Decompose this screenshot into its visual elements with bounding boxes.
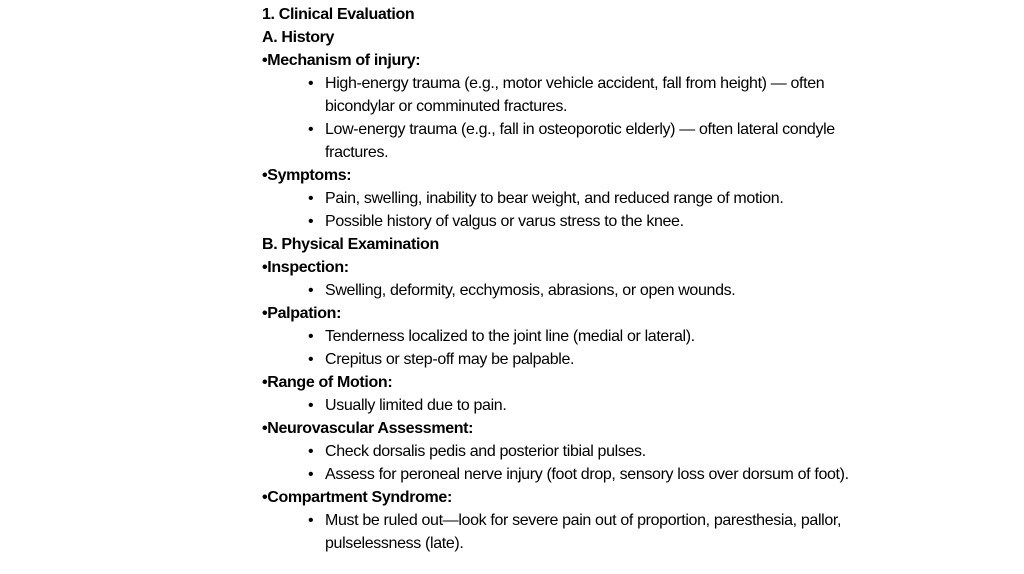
bullet-item-line bbox=[262, 118, 849, 141]
bullet-item-line bbox=[262, 463, 849, 486]
bullet-item-line bbox=[262, 325, 849, 348]
slide-content bbox=[262, 3, 849, 555]
group-label: •Palpation: bbox=[262, 305, 342, 322]
group-label: •Compartment Syndrome: bbox=[262, 489, 452, 506]
section-heading: B. Physical Examination bbox=[262, 236, 439, 253]
group-label: •Mechanism of injury: bbox=[262, 52, 421, 69]
bullet-item-line bbox=[262, 532, 849, 555]
bullet-text: Swelling, deformity, ecchymosis, abrasions, or open wounds. bbox=[325, 282, 736, 299]
bullet-item-line bbox=[262, 509, 849, 532]
bullet-item-line bbox=[262, 279, 849, 302]
bullet-icon: • bbox=[308, 351, 314, 368]
bullet-item-line bbox=[262, 187, 849, 210]
bullet-text: Tenderness localized to the joint line (medial or lateral). bbox=[325, 328, 695, 345]
bullet-icon: • bbox=[308, 75, 314, 92]
bullet-icon: • bbox=[308, 512, 314, 529]
bullet-item-line bbox=[262, 210, 849, 233]
bullet-text: pulselessness (late). bbox=[325, 535, 464, 552]
bullet-text: bicondylar or comminuted fractures. bbox=[325, 98, 568, 115]
bullet-item-line bbox=[262, 72, 849, 95]
bullet-text: Possible history of valgus or varus stress to the knee. bbox=[325, 213, 684, 230]
bullet-icon: • bbox=[308, 328, 314, 345]
bullet-item-line bbox=[262, 394, 849, 417]
section-heading: A. History bbox=[262, 29, 335, 46]
bullet-icon: • bbox=[308, 190, 314, 207]
bullet-text: Must be ruled out—look for severe pain out of proportion, paresthesia, pallor, bbox=[325, 512, 842, 529]
group-label: •Range of Motion: bbox=[262, 374, 393, 391]
bullet-item-line bbox=[262, 348, 849, 371]
bullet-item-line bbox=[262, 95, 849, 118]
bullet-text: Usually limited due to pain. bbox=[325, 397, 507, 414]
slide-title: 1. Clinical Evaluation bbox=[262, 6, 415, 23]
bullet-icon: • bbox=[308, 121, 314, 138]
bullet-icon: • bbox=[308, 282, 314, 299]
bullet-item-line bbox=[262, 141, 849, 164]
bullet-text: Low-energy trauma (e.g., fall in osteoporotic elderly) — often lateral condyle bbox=[325, 121, 835, 138]
bullet-icon: • bbox=[308, 443, 314, 460]
bullet-icon: • bbox=[308, 466, 314, 483]
group-label: •Symptoms: bbox=[262, 167, 352, 184]
bullet-text: fractures. bbox=[325, 144, 389, 161]
bullet-text: Check dorsalis pedis and posterior tibial pulses. bbox=[325, 443, 646, 460]
bullet-text: High-energy trauma (e.g., motor vehicle accident, fall from height) — often bbox=[325, 75, 825, 92]
bullet-icon: • bbox=[308, 397, 314, 414]
slide-body bbox=[262, 26, 849, 555]
bullet-icon: • bbox=[308, 213, 314, 230]
group-label: •Inspection: bbox=[262, 259, 349, 276]
bullet-text: Pain, swelling, inability to bear weight, and reduced range of motion. bbox=[325, 190, 784, 207]
bullet-text: Crepitus or step-off may be palpable. bbox=[325, 351, 575, 368]
group-label: •Neurovascular Assessment: bbox=[262, 420, 474, 437]
bullet-item-line bbox=[262, 440, 849, 463]
bullet-text: Assess for peroneal nerve injury (foot drop, sensory loss over dorsum of foot). bbox=[325, 466, 849, 483]
